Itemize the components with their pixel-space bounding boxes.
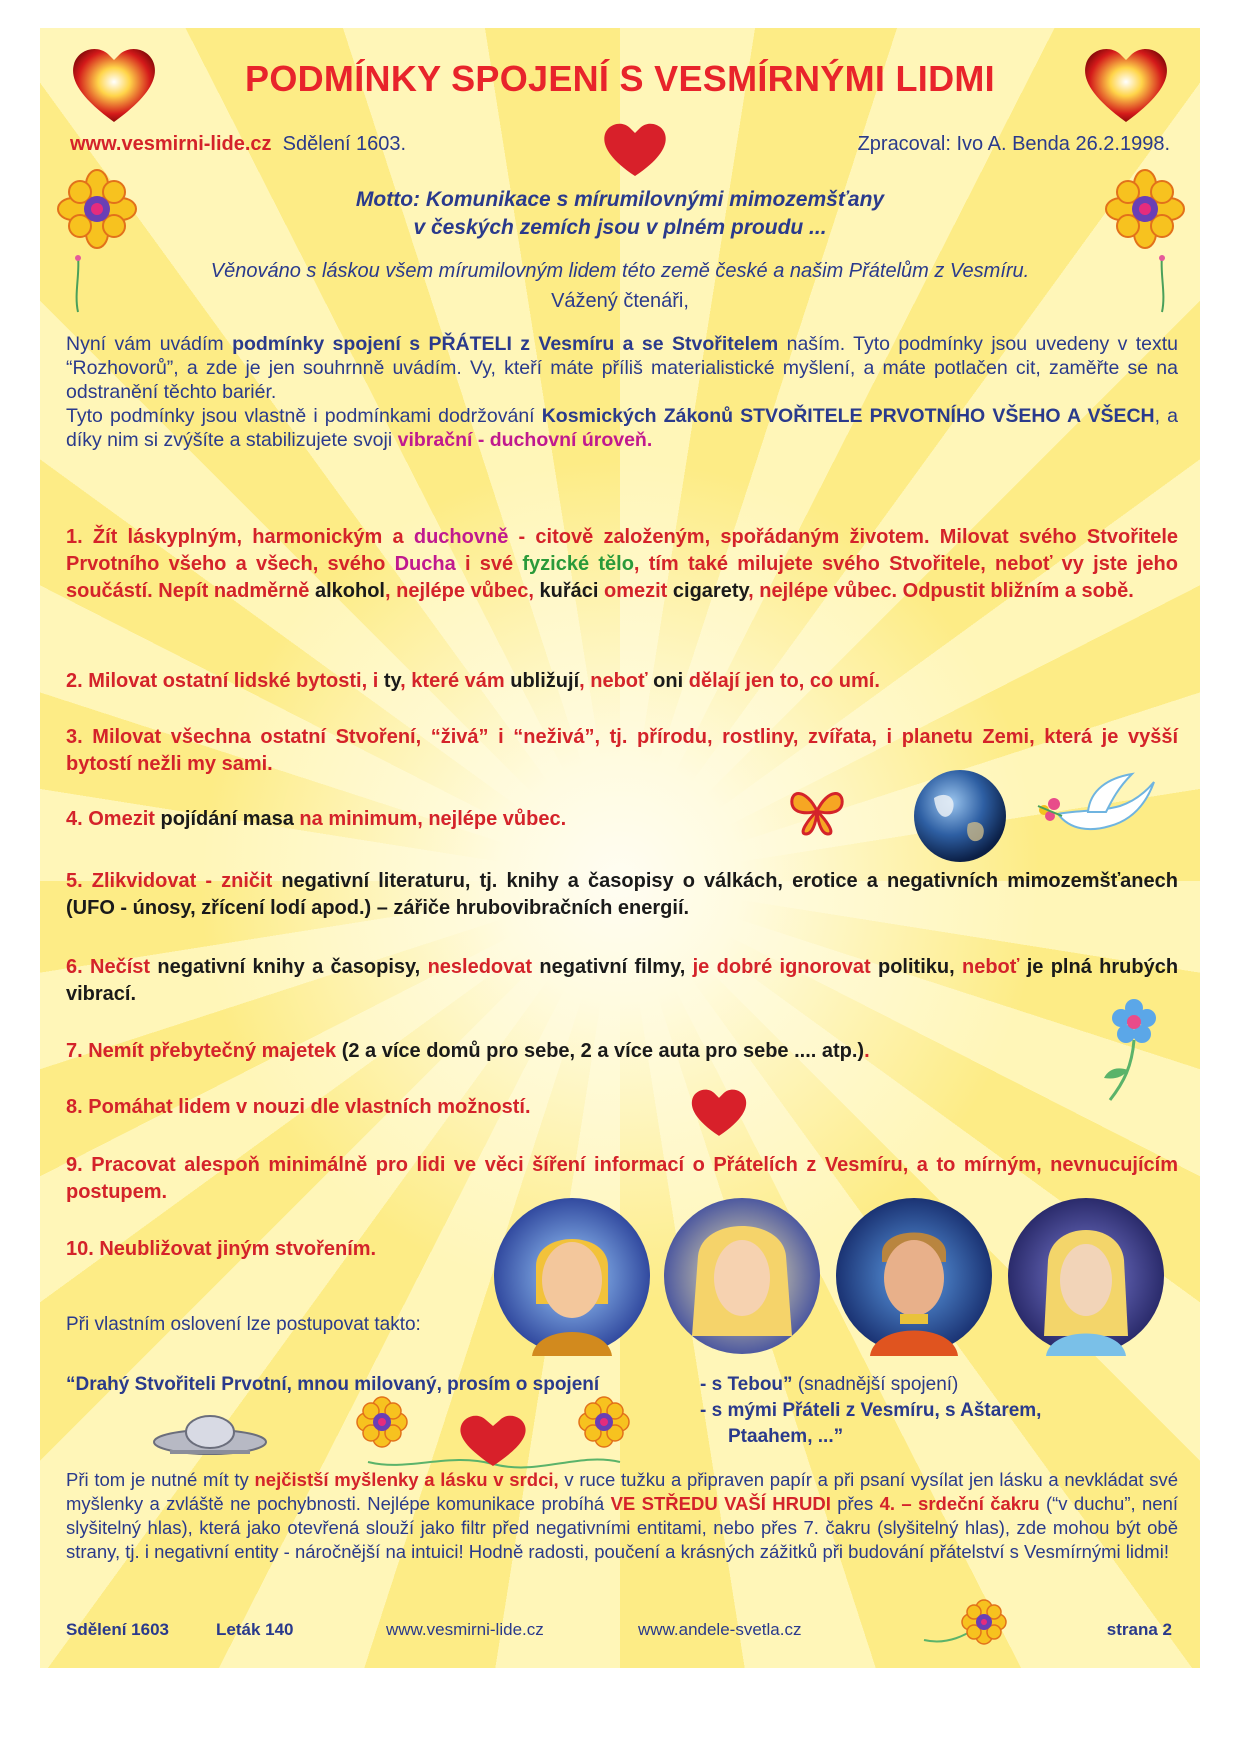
closing-part: (“v duchu”, není slyšitelný hlas), která jako otevřená slouží jako filtr před negativními entitami, nebo přes 7. čakru (slyšitelný hlas), zde mohou být obě strany, tj. i negativní entity - náročnější na intuici! Hodně radosti, poučení a krásných zážitků při budování přátelství s Vesmírnými lidmi! xyxy=(66,1493,1179,1562)
closing-emphasis: nejčistší myšlenky a lásku v srdci, xyxy=(254,1469,559,1490)
closing-part: Při tom je nutné mít ty xyxy=(66,1469,249,1490)
leaflet-page xyxy=(40,28,1200,1668)
condition-item-3: 3. Milovat všechna ostatní Stvoření, “živá” i “neživá”, tj. přírodu, rostliny, zvířata, i planetu Zemi, která je vyšší bytostí nežli my sami. xyxy=(66,726,1178,775)
invocation-option-1 xyxy=(700,1374,958,1396)
closing-part: v ruce tužku a připraven papír a při psaní vysílat jen lásku a nevkládat své myšlenky a zvláště ne pochybnosti. Nejlépe komunikace probíhá xyxy=(66,1469,1179,1514)
item-text: 5. Zlikvidovat - zničit xyxy=(66,870,273,892)
intro-text-part: Nyní vám uvádím xyxy=(66,333,224,355)
motto xyxy=(40,186,1200,242)
item-text: . xyxy=(864,1040,870,1062)
item-text: Ducha xyxy=(394,553,456,575)
invocation-text: - s Tebou” xyxy=(700,1374,793,1395)
heart-icon xyxy=(600,120,670,178)
item-text: , neboť xyxy=(579,670,648,692)
motto-line-2: v českých zemích jsou v plném proudu ... xyxy=(413,216,827,239)
item-text: dělají jen to, co umí. xyxy=(688,670,880,692)
closing-part: přes xyxy=(837,1493,874,1514)
item-text: fyzické tělo xyxy=(522,553,634,575)
invocation-option-2: - s mými Přáteli z Vesmíru, s Aštarem, xyxy=(700,1400,1042,1421)
butterfly-icon xyxy=(786,784,848,838)
condition-item-6 xyxy=(66,954,1178,1008)
earth-icon xyxy=(912,768,1008,864)
dove-icon xyxy=(1028,770,1160,850)
intro-emphasis-magenta: vibrační - duchovní úroveň. xyxy=(397,429,653,451)
flower-icon xyxy=(920,1596,1020,1652)
item-text: , nejlépe vůbec, xyxy=(384,580,534,602)
footer-site-1[interactable]: www.vesmirni-lide.cz xyxy=(386,1620,544,1639)
condition-item-8: 8. Pomáhat lidem v nouzi dle vlastních možností. xyxy=(66,1096,531,1118)
footer-message: Sdělení 1603 xyxy=(66,1620,170,1639)
footer-leaflet: Leták 140 xyxy=(216,1620,294,1639)
site-link[interactable]: www.vesmirni-lide.cz xyxy=(70,133,272,155)
closing-emphasis: 4. – srdeční čakru xyxy=(879,1493,1040,1514)
condition-item-7 xyxy=(66,1038,870,1065)
closing-emphasis: VE STŘEDU VAŠÍ HRUDI xyxy=(610,1493,831,1514)
intro-text-part: Tyto podmínky jsou vlastně i podmínkami dodržování xyxy=(66,405,535,427)
condition-item-10: 10. Neubližovat jiným stvořením. xyxy=(66,1238,377,1260)
condition-item-5 xyxy=(66,868,1178,922)
portrait-woman-blonde xyxy=(662,1196,822,1356)
ufo-icon xyxy=(150,1402,270,1466)
portrait-ptaah xyxy=(834,1196,994,1356)
invocation-option-2-cont: Ptaahem, ...” xyxy=(728,1426,844,1447)
heart-icon xyxy=(688,1086,750,1138)
item-text: nesledovat xyxy=(427,956,533,978)
address-intro: Při vlastním oslovení lze postupovat takto: xyxy=(66,1314,421,1335)
item-text: 1. Žít láskyplným, harmonickým a xyxy=(66,526,404,548)
item-text: politiku, xyxy=(877,956,955,978)
dedication: Věnováno s láskou všem mírumilovným lidem této země české a našim Přátelům z Vesmíru. xyxy=(210,260,1030,282)
item-text: (2 a více domů pro sebe, 2 a více auta pro sebe .... atp.) xyxy=(341,1040,865,1062)
item-text: oni xyxy=(653,670,684,692)
header-left xyxy=(70,133,406,156)
intro-text xyxy=(66,332,1178,452)
message-number: Sdělení 1603. xyxy=(282,133,407,155)
closing-text xyxy=(66,1468,1178,1564)
item-text: i své xyxy=(464,553,514,575)
item-text: negativní knihy a časopisy, xyxy=(157,956,421,978)
item-text: kuřáci xyxy=(539,580,599,602)
item-text: negativní filmy, xyxy=(539,956,686,978)
page-title: PODMÍNKY SPOJENÍ S VESMÍRNÝMI LIDMI xyxy=(245,58,995,99)
condition-item-2 xyxy=(66,668,880,695)
item-text: ty xyxy=(383,670,401,692)
intro-emphasis: Kosmických Zákonů STVOŘITELE PRVOTNÍHO VŠEHO A VŠECH xyxy=(541,405,1155,427)
item-text: , které vám xyxy=(400,670,505,692)
item-text: 4. Omezit xyxy=(66,808,155,830)
intro-emphasis: podmínky spojení s PŘÁTELI z Vesmíru a se Stvořitelem xyxy=(232,333,779,355)
author-line: Zpracoval: Ivo A. Benda 26.2.1998. xyxy=(857,133,1170,155)
portrait-ashtar xyxy=(492,1196,652,1356)
item-text: , tím také milujete svého Stvořitele, neboť vy jste jeho součástí. Nepít nadměrně xyxy=(66,553,1178,602)
condition-item-4 xyxy=(66,806,566,833)
condition-item-9: 9. Pracovat alespoň minimálně pro lidi ve věci šíření informací o Přátelích z Vesmíru, a to mírným, nevnucujícím postupem. xyxy=(66,1154,1178,1203)
page-number: strana 2 xyxy=(1106,1620,1172,1639)
footer-site-2[interactable]: www.andele-svetla.cz xyxy=(638,1620,802,1639)
item-text: na minimum, nejlépe vůbec. xyxy=(299,808,567,830)
item-text: omezit xyxy=(604,580,668,602)
invocation-prefix: “Drahý Stvořiteli Prvotní, mnou milovaný, prosím o spojení xyxy=(66,1374,600,1395)
item-text: cigarety xyxy=(672,580,749,602)
item-text: alkohol xyxy=(314,580,385,602)
item-text: negativní literaturu, tj. knihy a časopisy o válkách, erotice a negativních mimozemšťanech (UFO - únosy, zřícení lodí apod.) – zářiče hrubovibračních energií. xyxy=(66,870,1178,919)
invocation-note: (snadnější spojení) xyxy=(797,1374,959,1395)
intro-text-part: naším. Tyto podmínky jsou uvedeny v textu “Rozhovorů”, a zde je jen souhrnně uvádím. Vy, kteří máte příliš materialistické myšlení, a máte potlačen cit, zaměřte se na odstranění těchto bariér. xyxy=(66,333,1179,403)
condition-item-1 xyxy=(66,524,1178,605)
greeting: Vážený čtenáři, xyxy=(551,290,689,312)
item-text: 6. Nečíst xyxy=(66,956,151,978)
item-text: ubližují xyxy=(510,670,580,692)
item-text: je plná hrubých vibrací. xyxy=(66,956,1179,1005)
item-text: pojídání masa xyxy=(160,808,294,830)
motto-line-1: Motto: Komunikace s mírumilovnými mimozemšťany xyxy=(355,188,885,211)
item-text: 7. Nemít přebytečný majetek xyxy=(66,1040,337,1062)
flower-heart-garland xyxy=(348,1392,638,1476)
item-text: neboť xyxy=(962,956,1020,978)
item-text: , nejlépe vůbec. Odpustit bližním a sobě. xyxy=(748,580,1134,602)
flower-icon xyxy=(1094,996,1174,1106)
item-text: duchovně xyxy=(413,526,509,548)
item-text: je dobré ignorovat xyxy=(692,956,871,978)
intro-text-part: , a díky nim si zvýšíte a stabilizujete svoji xyxy=(66,405,1178,451)
item-text: 2. Milovat ostatní lidské bytosti, i xyxy=(66,670,379,692)
portrait-semjase xyxy=(1006,1196,1166,1356)
item-text: - citově založeným, spořádaným životem. Milovat svého Stvořitele Prvotního všeho a všech, svého xyxy=(66,526,1178,575)
